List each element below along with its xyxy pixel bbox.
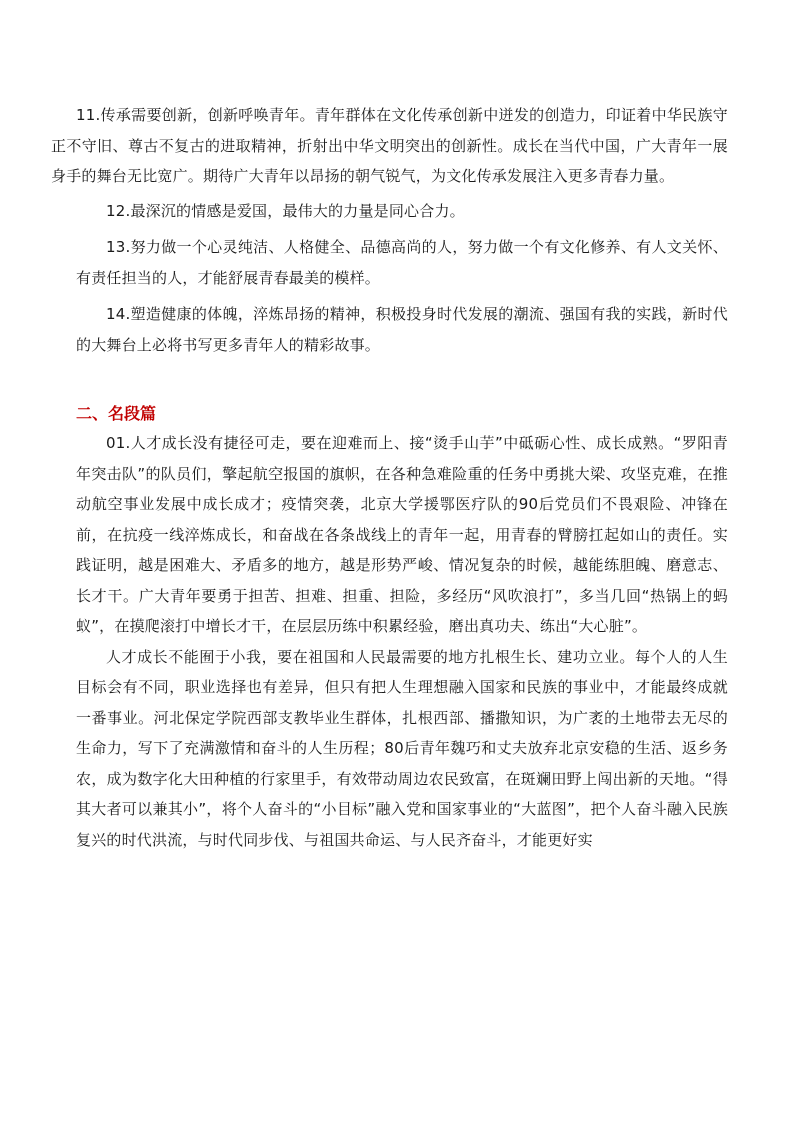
paragraph-12: 12.最深沉的情感是爱国，最伟大的力量是同心合力。 [106,201,465,220]
paragraph-13: 13.努力做一个心灵纯洁、人格健全、品德高尚的人，努力做一个有文化修养、有人文关怀、有责任担当的人，才能舒展青春最美的模样。 [76,238,728,287]
paragraph-14: 14.塑造健康的体魄，淬炼昂扬的精神，积极投身时代发展的潮流、强国有我的实践，新时代的大舞台上必将书写更多青年人的精彩故事。 [76,305,728,354]
paragraph-11: 11.传承需要创新，创新呼唤青年。青年群体在文化传承创新中迸发的创造力，印证着中华民族守正不守旧、尊古不复古的进取精神，折射出中华文明突出的创新性。成长在当代中国，广大青年一展身手的舞台无比宽广。期待广大青年以昂扬的朝气锐气，为文化传承发展注入更多青春力量。 [51,106,728,185]
paragraph-01: 01.人才成长没有捷径可走，要在迎难而上、接“烫手山芋”中砥砺心性、成长成熟。“罗阳青年突击队”的队员们，擎起航空报国的旗帜，在各种急难险重的任务中勇挑大梁、攻坚克难，在推动航空事业发展中成长成才；疫情突袭，北京大学援鄂医疗队的90后党员们不畏艰险、冲锋在前，在抗疫一线淬炼成长，和奋战在各条战线上的青年一起，用青春的臂膀扛起如山的责任。实践证明，越是困难大、矛盾多的地方，越是形势严峻、情况复杂的时候，越能练胆魄、磨意志、长才干。广大青年要勇于担苦、担难、担重、担险，多经历“风吹浪打”，多当几回“热锅上的蚂蚁”，在摸爬滚打中增长才干，在层层历练中积累经验，磨出真功夫、练出“大心脏”。 [76,434,728,635]
section-title: 二、名段篇 [76,404,157,423]
paragraph-02: 人才成长不能囿于小我，要在祖国和人民最需要的地方扎根生长、建功立业。每个人的人生目标会有不同，职业选择也有差异，但只有把人生理想融入国家和民族的事业中，才能最终成就一番事业。河北保定学院西部支教毕业生群体，扎根西部、播撒知识，为广袤的土地带去无尽的生命力，写下了充满激情和奋斗的人生历程；80后青年魏巧和丈夫放弃北京安稳的生活、返乡务农，成为数字化大田种植的行家里手，有效带动周边农民致富，在斑斓田野上闯出新的天地。“得其大者可以兼其小”，将个人奋斗的“小目标”融入党和国家事业的“大蓝图”，把个人奋斗融入民族复兴的时代洪流，与时代同步伐、与祖国共命运、与人民齐奋斗，才能更好实 [76,647,728,849]
